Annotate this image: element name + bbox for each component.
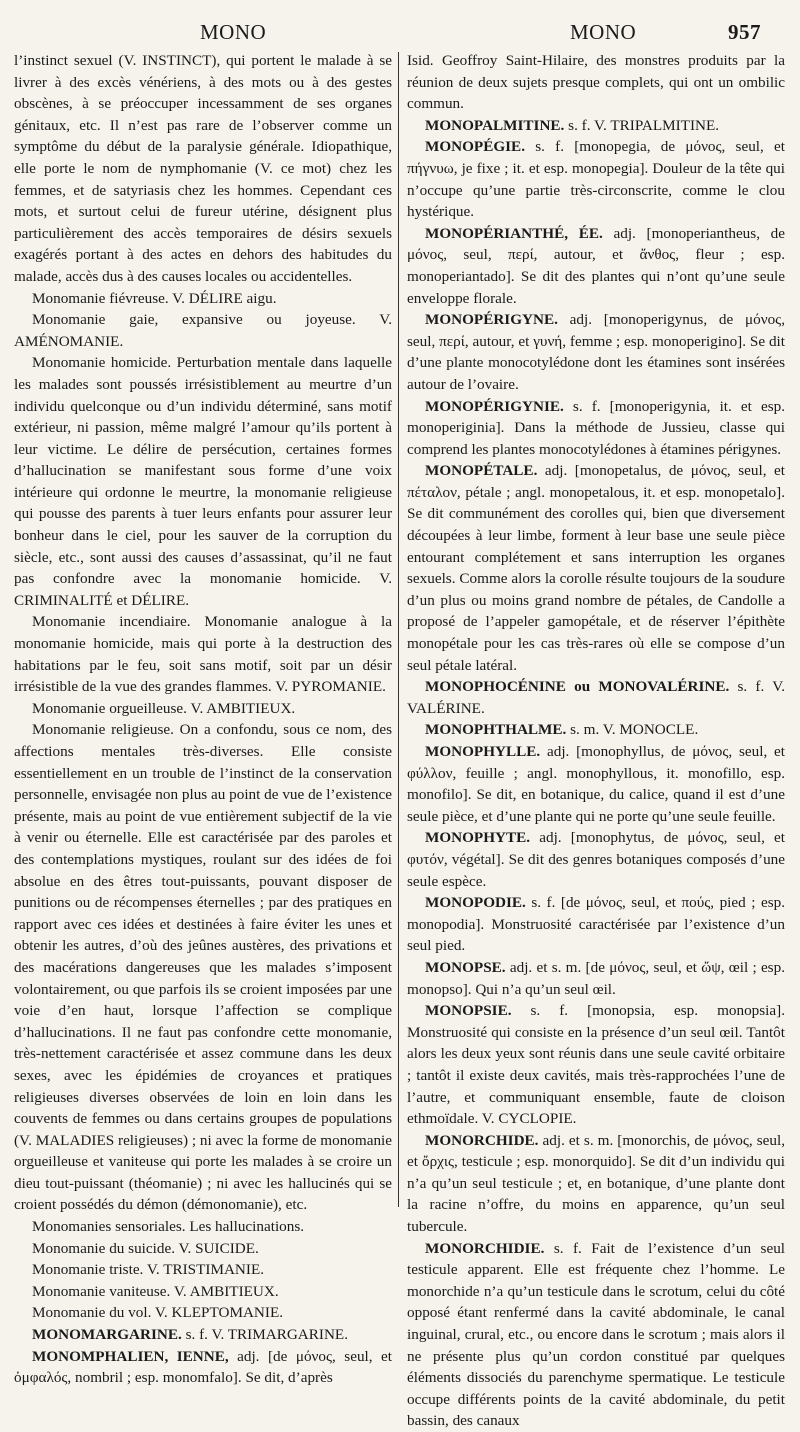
entry-text: Monomanie du suicide. V. SUICIDE. (32, 1239, 259, 1257)
entry-text: Isid. Geoffroy Saint-Hilaire, des monstres produits par la réunion de deux sujets presque complets, qui ont un ombilic commun. (407, 52, 785, 113)
left-column (14, 50, 392, 1387)
entry-text: Monomanie triste. V. TRISTIMANIE. (32, 1261, 265, 1279)
entry-text: Monomanie gaie, expansive ou joyeuse. V. AMÉNOMANIE. (14, 311, 392, 350)
entry-headword: MONOPSE. (425, 958, 506, 976)
entry-headword: MONOPODIE. (425, 894, 526, 912)
entry-paragraph (14, 1216, 392, 1238)
entry-text: Monomanie vaniteuse. V. AMBITIEUX. (32, 1282, 279, 1300)
entry-headword: MONOPÉGIE. (425, 138, 525, 156)
entry-paragraph (407, 1238, 785, 1432)
entry-headword: MONORCHIDE. (425, 1131, 539, 1149)
entry-text: adj. [monopetalus, de μόνος, seul, et πέταλον, pétale ; angl. monopetalous, it. et esp. monopetalo]. Se dit communément des corolles qui, bien que diversement découpées à leur limbe, forment à leur base une seule pièce entourant complétement et sans interruption les organes sexuels. Comme alors la corolle résulte toujours de la soudure d’un plus ou moins grand nombre de pétales, de Candolle a proposé de l’appeler gamopétale, et de réserver l’épithète monopétale pour les cas très-rares où elle se compose d’un seul pétale latéral. (407, 462, 786, 674)
entry-text: adj. [monophytus, de μόνος, seul, et φυτόν, végétal]. Se dit des genres botaniques composés d’une seule espèce. (407, 829, 786, 890)
entry-text: s. f. [de μόνος, seul, et πούς, pied ; esp. monopodia]. Monstruosité caractérisée par l’existence d’un seul pied. (407, 894, 785, 955)
right-column (407, 50, 786, 1430)
header-right-guideword: MONO (570, 20, 637, 44)
entry-text: adj. [monoperiantheus, de μόνος, seul, περί, autour, et ἄνθος, fleur ; esp. monoperiantado]. Se dit des plantes qui n’ont qu’une seule enveloppe florale. (407, 224, 786, 307)
entry-paragraph (14, 1259, 392, 1281)
entry-headword: MONORCHIDIE. (425, 1239, 545, 1257)
entry-headword: MONOMARGARINE. (32, 1326, 182, 1344)
entry-paragraph (407, 460, 785, 676)
entry-text: Monomanie religieuse. On a confondu, sous ce nom, des affections mentales très-diverses. Elle consiste essentiellement en un trouble de l’instinct de la conservation personnelle, envisagée non plus au point de vue de l’existence présente, mais au point de vue entièrement subjectif de la vie à venir ou éternelle. Elle est caractérisée par des paroles et des contemplations mystiques, roulant sur des idées de foi absolue en des êtres tout-puissants, pouvant disposer de punitions ou de récompenses éternelles ; par des pratiques en rapport avec ces idées et destinées à faire éviter les unes et obtenir les autres, d’où des jeûnes austères, des privations et des macérations dangereuses que les malades s’imposent volontairement, ou que parfois ils se croient imposées par une voie d’en haut, lorsque l’affection se complique d’hallucinations. Il ne faut pas confondre cette monomanie, très-nettement caractérisée et assez commune dans les deux sexes, avec les épidémies de croyances et pratiques religieuses diverses observées de loin en loin dans les couvents de femmes ou dans certains groupes de populations (V. MALADIES religieuses) ; ni avec la forme de monomanie orgueilleuse et vaniteuse qui porte les malades à se croire un dieu tout-puissant (théomanie) ; ni avec les hallucinés qui se croient possédés du démon (démonomanie), etc. (14, 721, 392, 1214)
entry-paragraph (14, 719, 392, 1216)
entry-paragraph (407, 309, 785, 395)
entry-text: adj. [de μόνος, seul, et ὀμφαλός, nombril ; esp. monomfalo]. Se dit, d’après (14, 1347, 392, 1387)
entry-paragraph (407, 115, 785, 137)
entry-paragraph (407, 1000, 785, 1130)
entry-headword: MONOPALMITINE. (425, 116, 565, 134)
entry-text: adj. [monoperigynus, de μόνος, seul, περί, autour, et γυνή, femme ; esp. monoperigino]. Se dit d’une plante monocotylédone dont les étamines sont insérées autour de l’ovaire. (407, 311, 785, 393)
entry-text: s. f. [monopsia, esp. monopsia]. Monstruosité qui consiste en la présence d’un seul œil. Tantôt alors les deux yeux sont réunis dans une seule cavité orbitaire ; tantôt il existe deux cavités, mais très-rapprochées l’une de l’autre, et communiquant ensemble, faute de cloison ethmoïdale. V. CYCLOPIE. (407, 1002, 785, 1128)
entry-headword: MONOPHOCÉNINE ou MONOVALÉRINE. (425, 678, 730, 696)
page-number: 957 (728, 20, 761, 44)
entry-text: adj. [monophyllus, de μόνος, seul, et φύλλον, feuille ; angl. monophyllous, it. monofillo, esp. monofilo]. Se dit, en botanique, du calice, quand il est d’une seule pièce, et d’une plante qui ne porte qu’une seule feuille. (407, 743, 786, 825)
entry-headword: MONOPHYLLE. (425, 743, 541, 760)
entry-text: s. f. V. VALÉRINE. (407, 678, 785, 717)
entry-paragraph (407, 223, 785, 309)
entry-headword: MONOPHYTE. (425, 829, 531, 847)
entry-paragraph (407, 50, 785, 115)
entry-paragraph (14, 1281, 392, 1303)
entry-text: s. f. [monoperigynia, it. et esp. monoperiginia]. Dans la méthode de Jussieu, classe qui comprend les plantes monocotylédones à étamines périgynes. (407, 397, 786, 458)
entry-text: l’instinct sexuel (V. INSTINCT), qui portent le malade à se livrer à des excès vénériens, à des mots ou à des gestes obscènes, à se préoccuper incessamment de ses organes génitaux, etc. Il n’est pas rare de l’observer comme un symptôme du début de la paralysie générale. Idiopathique, elle porte le nom de nymphomanie (V. ce mot) chez les femmes, et de satyriasis chez les hommes. Cependant ces mots, et surtout celui de fureur utérine, désignent plus particulièrement des accès temporaires de désirs sexuels exagérés portant à des actes en dehors des habitudes du malade, accès dus à des causes locales ou accidentelles. (14, 52, 392, 285)
entry-paragraph (14, 50, 392, 288)
entry-paragraph (14, 288, 392, 310)
entry-text: s. m. V. MONOCLE. (570, 721, 699, 739)
entry-paragraph (14, 1324, 392, 1346)
entry-text: adj. et s. m. [monorchis, de μόνος, seul, et ὄρχις, testicule ; esp. monorquido]. Se dit d’un individu qui n’a qu’un seul testicule ; et, en botanique, d’une plante dont la racine n’offre, du moins en apparence, qu’un seul tubercule. (407, 1131, 785, 1236)
entry-paragraph (14, 1346, 392, 1389)
entry-headword: MONOPHTHALME. (425, 721, 567, 739)
entry-paragraph (407, 741, 785, 827)
entry-headword: MONOPÉRIGYNIE. (425, 397, 564, 415)
entry-text: s. f. [monopegia, de μόνος, seul, et πήγνυω, je fixe ; it. et esp. monopegia]. Douleur de la tête qui n’occupe qu’une partie très-circonscrite, comme le clou hystérique. (407, 138, 785, 221)
entry-paragraph (14, 1238, 392, 1260)
entry-paragraph (407, 396, 785, 461)
column-divider (398, 52, 399, 1207)
entry-text: s. f. V. TRIMARGARINE. (185, 1326, 349, 1344)
entry-paragraph (407, 136, 785, 222)
entry-paragraph (14, 698, 392, 720)
entry-headword: MONOPSIE. (425, 1002, 512, 1020)
entry-paragraph (14, 611, 392, 697)
entry-text: Monomanie incendiaire. Monomanie analogue à la monomanie homicide, mais qui porte à la destruction des habitations par le feu, soit sans motif, soit par un désir irrésistible de la vue des grandes flammes. V. PYROMANIE. (14, 613, 392, 696)
entry-text: adj. et s. m. [de μόνος, seul, et ὤψ, œil ; esp. monopso]. Qui n’a qu’un seul œil. (407, 958, 785, 998)
entry-paragraph (407, 719, 785, 741)
entry-paragraph (407, 892, 785, 957)
entry-headword: MONOPÉRIGYNE. (425, 311, 558, 329)
entry-text: Monomanie du vol. V. KLEPTOMANIE. (32, 1304, 284, 1322)
entry-paragraph (14, 352, 392, 611)
entry-text: Monomanie fiévreuse. V. DÉLIRE aigu. (32, 289, 277, 307)
entry-paragraph (14, 309, 392, 352)
entry-paragraph (407, 676, 785, 719)
entry-paragraph (407, 957, 785, 1000)
entry-text: Monomanie homicide. Perturbation mentale dans laquelle les malades sont poussés irrésistiblement au meurtre d’un individu quelconque ou d’un individu déterminé, sans motif extérieur, ni passion, même malgré l’amour qu’ils portent à leur victime. Le délire de persécution, certaines formes d’hallucination se manifestant sous forme d’une voix intérieure qui ordonne le meurtre, la monomanie religieuse qui pousse des parents à tuer leurs enfants pour assurer leur bonheur dans le ciel, pour les sauver de la corruption du siècle, etc., sont aussi des causes d’assassinat, qu’il ne faut pas confondre avec la monomanie homicide. V. CRIMINALITÉ et DÉLIRE. (14, 354, 392, 609)
entry-headword: MONOPÉTALE. (425, 462, 538, 480)
entry-headword: MONOPÉRIANTHÉ, ÉE. (425, 224, 603, 242)
entry-text: Monomanie orgueilleuse. V. AMBITIEUX. (32, 699, 296, 717)
entry-text: Monomanies sensoriales. Les hallucinations. (32, 1218, 305, 1236)
entry-text: s. f. V. TRIPALMITINE. (568, 116, 720, 134)
entry-text: s. f. Fait de l’existence d’un seul testicule apparent. Elle est fréquente chez l’homme. Le monorchide n’a qu’un testicule dans le scrotum, celui du côté opposé étant renfermé dans la cavité abdominale, le canal inguinal, crural, etc., ou encore dans le scrotum ; mais alors il ne présente plus qu’un cordon constitué par quelques éléments dissociés du parenchyme spermatique. Le testicule occupe différents points de la cavité abdominale, du petit bassin, des canaux (407, 1239, 786, 1430)
entry-paragraph (407, 827, 785, 892)
entry-paragraph (407, 1130, 785, 1238)
entry-headword: MONOMPHALIEN, IENNE, (32, 1347, 229, 1365)
running-header (0, 20, 800, 50)
header-left-guideword: MONO (200, 20, 267, 44)
entry-paragraph (14, 1302, 392, 1324)
